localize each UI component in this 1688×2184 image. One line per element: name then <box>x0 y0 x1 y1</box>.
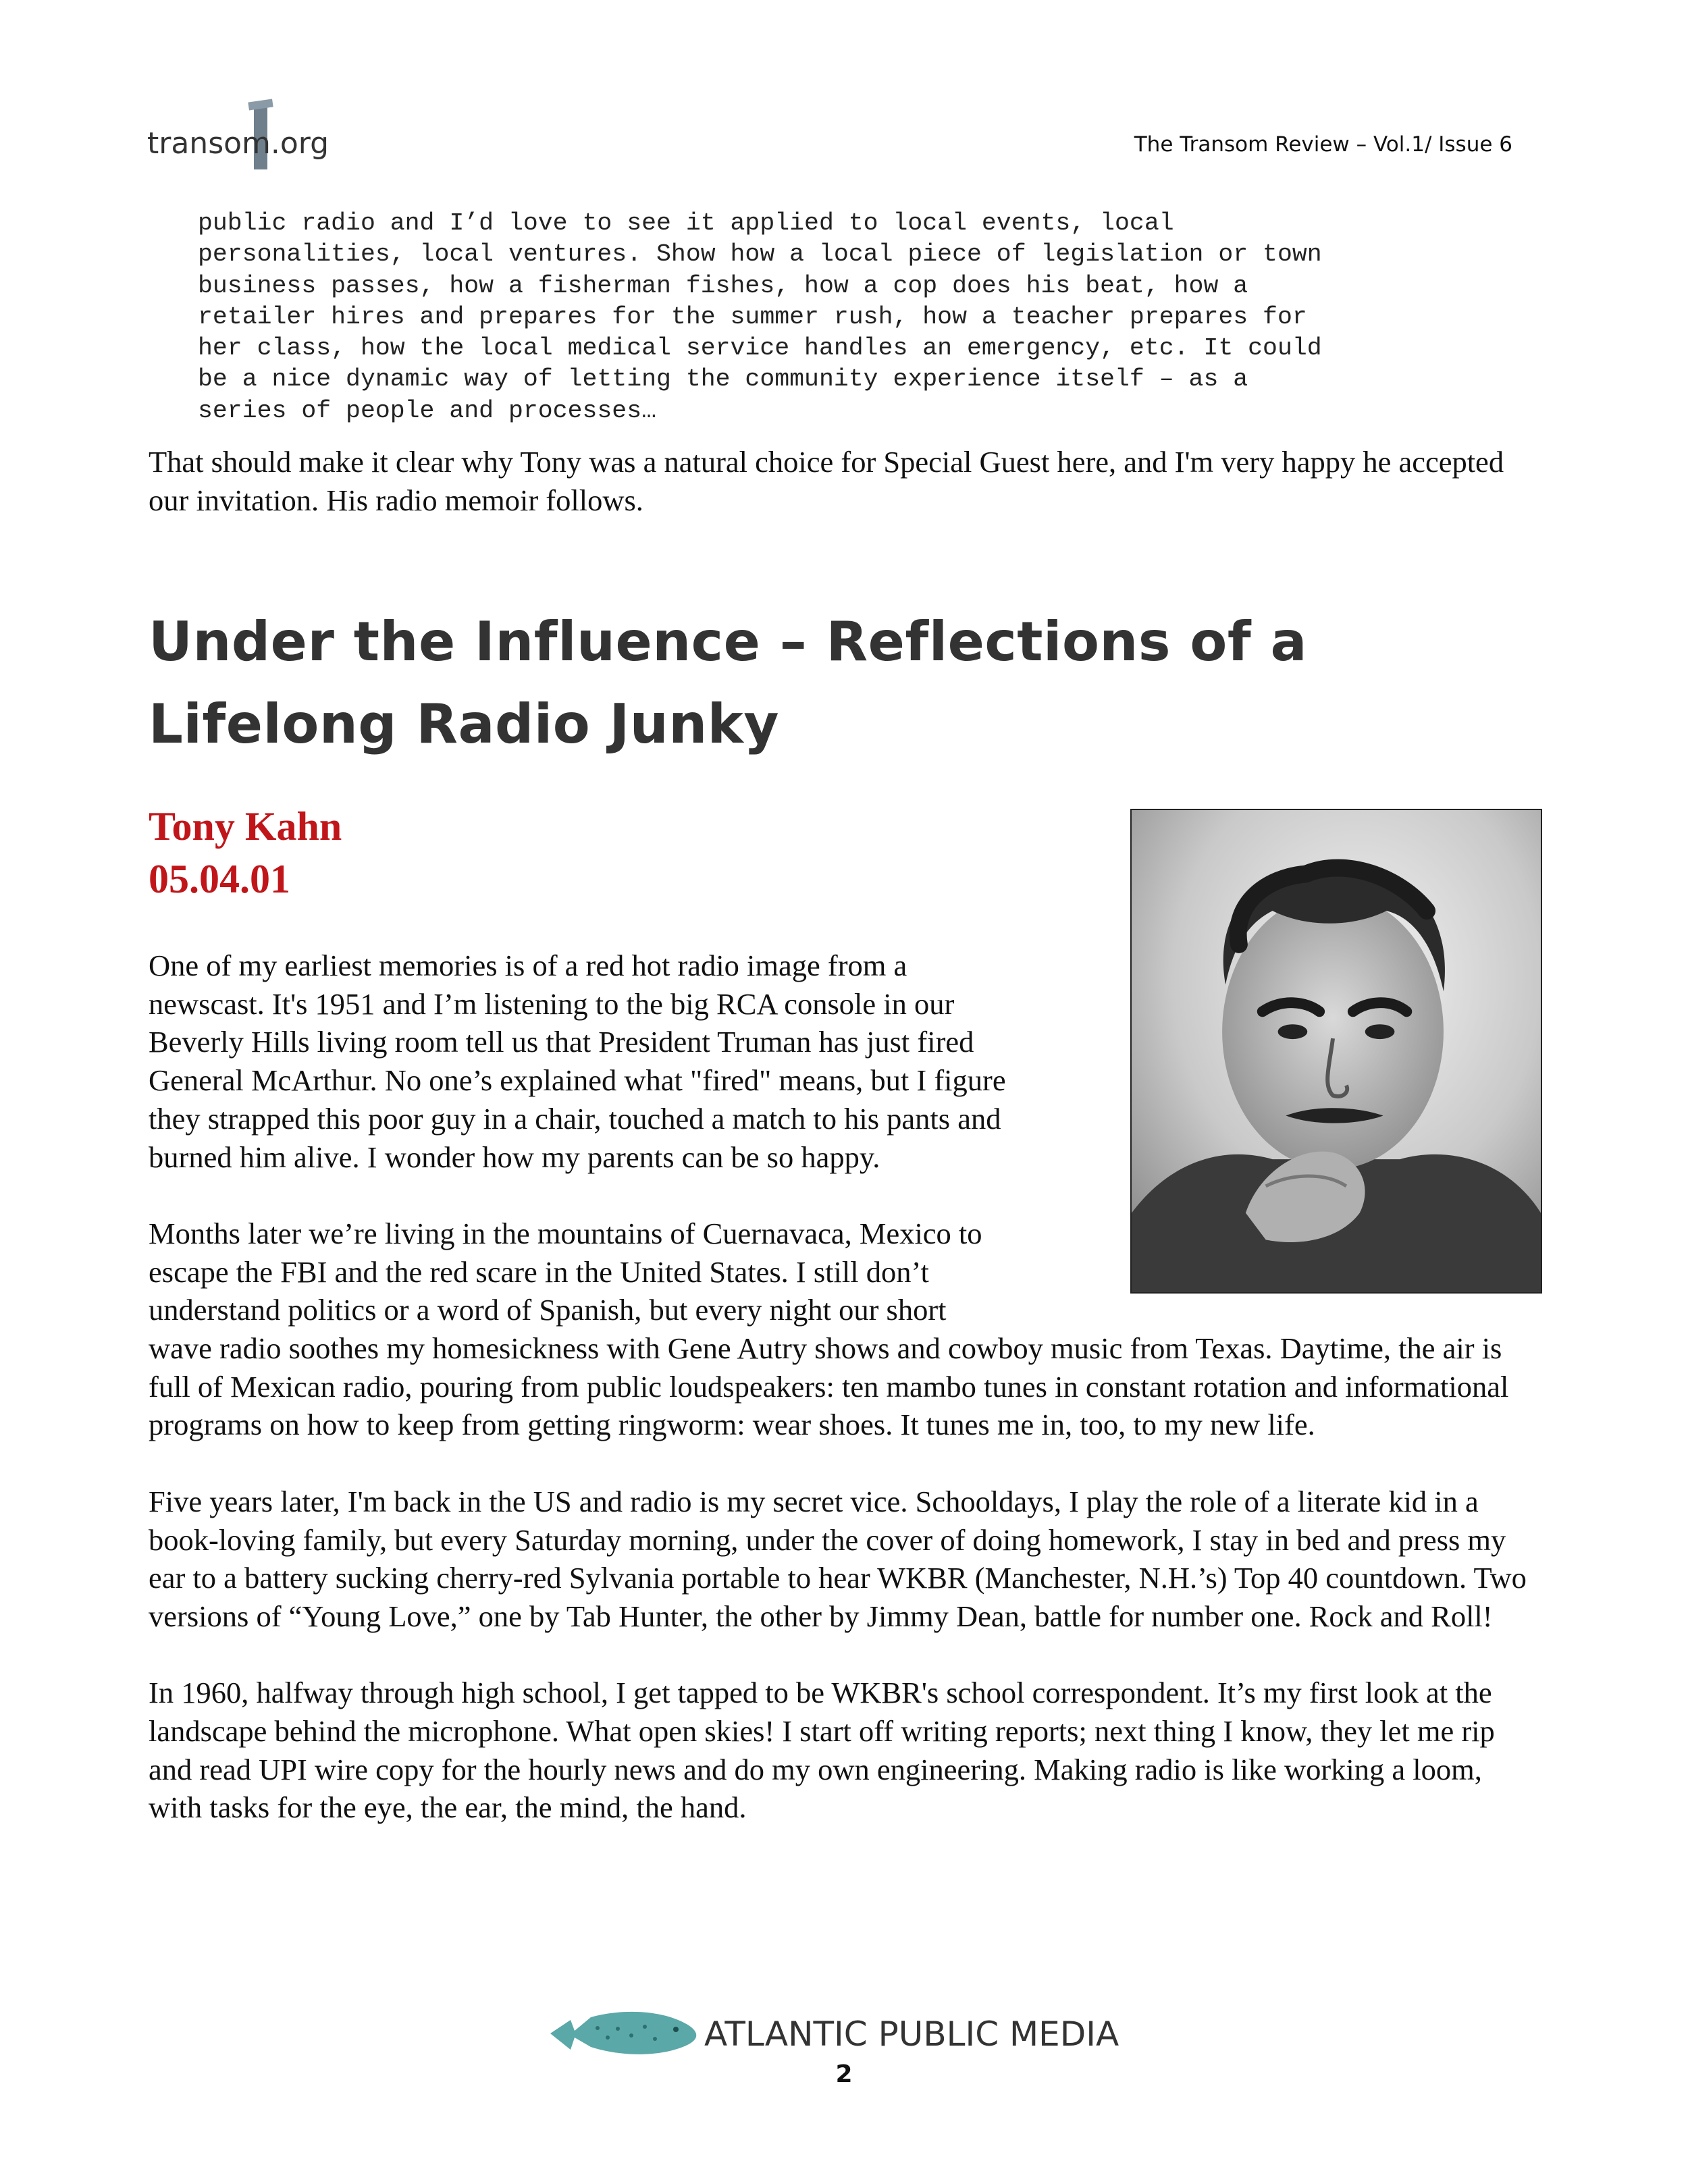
article-date: 05.04.01 <box>149 857 290 901</box>
byline <box>149 800 342 905</box>
paragraph-line: burned him alive. I wonder how my parents can be so happy. <box>149 1140 880 1174</box>
transom-logo[interactable] <box>147 98 343 179</box>
article-title <box>149 601 1431 766</box>
body-paragraph <box>149 947 1539 1176</box>
paragraph-line: Months later we’re living in the mountains of Cuernavaca, Mexico to <box>149 1216 982 1250</box>
quote-block <box>198 208 1521 427</box>
quote-line: retailer hires and prepares for the summer rush, how a teacher prepares for <box>198 302 1307 331</box>
transom-logo-mark <box>147 98 343 179</box>
publisher-name: ATLANTIC PUBLIC MEDIA <box>704 2015 1119 2054</box>
paragraph-line: they strapped this poor guy in a chair, touched a match to his pants and <box>149 1101 1001 1136</box>
paragraph-line: understand politics or a word of Spanish, but every night our short <box>149 1293 947 1327</box>
quote-line: be a nice dynamic way of letting the community experience itself – as a <box>198 365 1248 394</box>
logo-text: transom.org <box>147 126 329 161</box>
paragraph-line: One of my earliest memories is of a red hot radio image from a <box>149 949 907 982</box>
body-paragraph: Five years later, I'm back in the US and radio is my secret vice. Schooldays, I play the role of a literate kid in a book-loving family, but every Saturday morning, under the cover of doing homework, I stay in bed and press my ear to a battery sucking cherry-red Sylvania portable to hear WKBR (Manchester, N.H.’s) Top 40 countdown. Two versions of “Young Love,” one by Tab Hunter, the other by Jimmy Dean, battle for number one. Rock and Roll! <box>149 1484 1527 1633</box>
article-title-line: Under the Influence – Reflections of a <box>149 610 1307 673</box>
paragraph-text: wave radio soothes my homesickness with Gene Autry shows and cowboy music from Texas. Daytime, the air is full of Mexican radio, pouring from public loudspeakers: ten mambo tunes in constant rotation and informational programs on how to keep from getting ringworm: wear shoes. It tunes me in, too, to my new life. <box>149 1331 1509 1442</box>
page-number: 2 <box>835 2060 853 2088</box>
quote-line: business passes, how a fisherman fishes, how a cop does his beat, how a <box>198 271 1248 300</box>
intro-paragraph: That should make it clear why Tony was a natural choice for Special Guest here, and I'm very happy he accepted our invitation. His radio memoir follows. <box>149 445 1504 517</box>
quote-line: personalities, local ventures. Show how a local piece of legislation or town <box>198 240 1322 269</box>
author-name: Tony Kahn <box>149 804 342 849</box>
article-title-line: Lifelong Radio Junky <box>149 693 780 755</box>
body-paragraph <box>149 1215 1539 1444</box>
paragraph-line: escape the FBI and the red scare in the United States. I still don’t <box>149 1254 929 1289</box>
quote-line: public radio and I’d love to see it applied to local events, local <box>198 209 1174 237</box>
fish-logo-mark <box>544 1998 1151 2062</box>
quote-line: her class, how the local medical service handles an emergency, etc. It could <box>198 334 1322 363</box>
paragraph-line: General McArthur. No one’s explained what "fired" means, but I figure <box>149 1063 1006 1098</box>
quote-line: series of people and processes… <box>198 396 657 425</box>
body-paragraph: In 1960, halfway through high school, I get tapped to be WKBR's school correspondent. It’s my first look at the landscape behind the microphone. What open skies! I start off writing reports; next thing I know, they let me rip and read UPI wire copy for the hourly news and do my own engineering. Making radio is like working a loom, with tasks for the eye, the ear, the mind, the hand. <box>149 1676 1495 1825</box>
running-head: The Transom Review – Vol.1/ Issue 6 <box>1134 132 1512 157</box>
paragraph-line: newscast. It's 1951 and I’m listening to the big RCA console in our <box>149 986 955 1021</box>
paragraph-line: Beverly Hills living room tell us that President Truman has just fired <box>149 1025 974 1059</box>
atlantic-public-media-logo[interactable] <box>544 1998 1151 2062</box>
article-body <box>149 947 1539 1865</box>
